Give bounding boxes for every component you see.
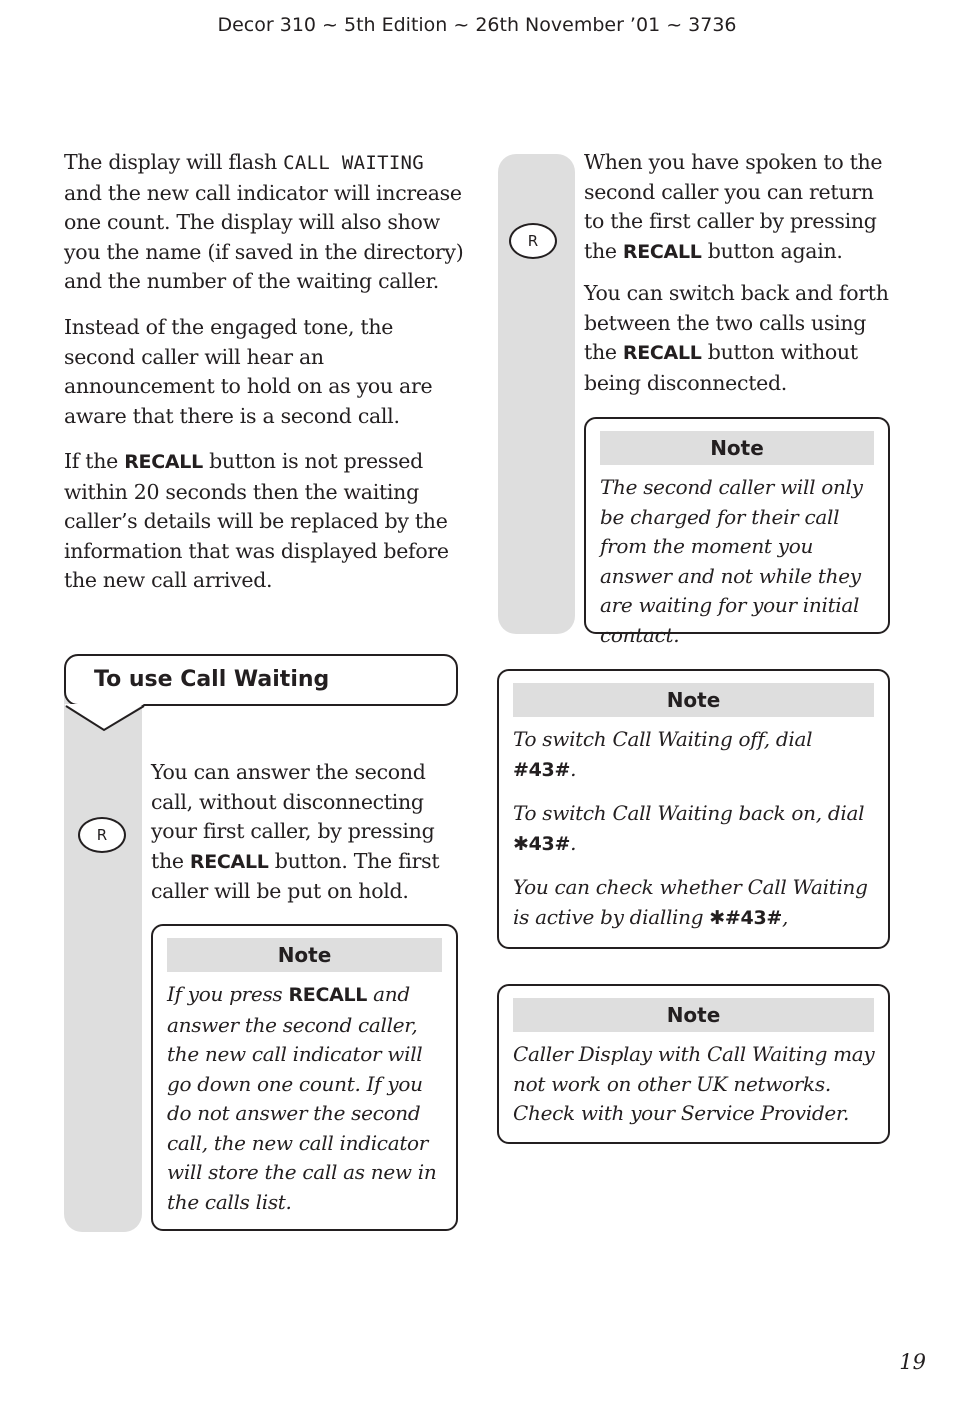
para-text: and the new call indicator will increase one count. The display will also show you the name (if saved in the directory) and the number of the waiting caller. xyxy=(64,180,464,293)
recall-button-label: R xyxy=(96,826,108,844)
page-number: 19 xyxy=(899,1350,926,1374)
note-text-part: If you press xyxy=(167,982,289,1006)
display-text-call-waiting: CALL WAITING xyxy=(283,152,425,174)
para-text: button again. xyxy=(701,238,843,263)
recall-keyword: RECALL xyxy=(622,240,702,263)
recall-timeout-paragraph xyxy=(64,447,456,596)
note-line-check xyxy=(513,873,878,933)
note-text-part: To switch Call Waiting back on, dial xyxy=(513,801,865,825)
note-text: The second caller will only be charged for their call from the moment you answer and not while they are waiting for your initial contact. xyxy=(600,475,863,647)
note-heading: Note xyxy=(513,683,874,717)
note-text-part: . xyxy=(570,830,577,855)
note-text-part: To switch Call Waiting off, dial xyxy=(513,727,813,751)
recall-button-icon xyxy=(78,817,126,853)
intro-paragraph xyxy=(64,148,464,297)
note-box-switch-codes xyxy=(497,669,890,949)
para-text: You can switch back and forth between the two calls using the xyxy=(584,281,889,364)
section-pointer xyxy=(60,702,160,742)
note-text xyxy=(167,980,450,1217)
para-text: button without being disconnected. xyxy=(584,340,858,395)
step-strip-left xyxy=(64,690,142,1232)
para-text: button is not pressed within 20 seconds then the waiting caller’s details will be replaced by the information that was displayed before the new call arrived. xyxy=(64,449,449,592)
recall-keyword: RECALL xyxy=(288,984,368,1006)
code-on: ✱43# xyxy=(513,832,571,855)
recall-keyword: RECALL xyxy=(124,451,203,473)
para-text: When you have spoken to the second caller you can return to the first caller by pressing the xyxy=(584,150,883,263)
para-text: The display will flash xyxy=(64,150,284,174)
section-title-box xyxy=(64,654,458,706)
para-text: If the xyxy=(64,449,125,473)
note-box-recall xyxy=(151,924,458,1231)
note-line-off xyxy=(513,725,878,785)
note-line-on xyxy=(513,799,878,859)
recall-keyword: RECALL xyxy=(622,342,702,364)
return-caller-paragraph xyxy=(584,148,890,267)
note-heading: Note xyxy=(167,938,442,972)
note-text-part: and answer the second caller, the new call indicator will go down one count. If you do not answer the second call, the new call indicator will store the call as new in the calls list. xyxy=(167,982,437,1214)
code-off: #43# xyxy=(513,758,571,781)
recall-button-label: R xyxy=(527,232,539,250)
para-text: button. The first caller will be put on hold. xyxy=(151,848,440,903)
note-text-part: , xyxy=(781,904,789,929)
note-text xyxy=(513,725,878,933)
para-text: You can answer the second call, without disconnecting your first caller, by pressing the xyxy=(151,760,435,873)
note-box-charging xyxy=(584,417,890,647)
recall-button-icon xyxy=(509,223,557,259)
recall-keyword: RECALL xyxy=(189,850,269,873)
answer-step-paragraph xyxy=(151,758,463,907)
note-box-networks xyxy=(497,984,890,1144)
note-heading: Note xyxy=(600,431,874,465)
code-check: ✱#43# xyxy=(709,906,782,929)
note-heading: Note xyxy=(513,998,874,1032)
document-header: Decor 310 ~ 5th Edition ~ 26th November ’01 ~ 3736 xyxy=(217,14,737,36)
note-text: Caller Display with Call Waiting may not work on other UK networks. Check with your Service Provider. xyxy=(513,1042,875,1125)
note-text-part: You can check whether Call Waiting is active by dialling xyxy=(513,875,868,929)
section-title: To use Call Waiting xyxy=(94,667,330,692)
switch-calls-paragraph xyxy=(584,279,890,398)
note-text-part: . xyxy=(570,756,577,781)
engaged-tone-paragraph: Instead of the engaged tone, the second caller will hear an announcement to hold on as you are aware that there is a second call. xyxy=(64,315,433,428)
